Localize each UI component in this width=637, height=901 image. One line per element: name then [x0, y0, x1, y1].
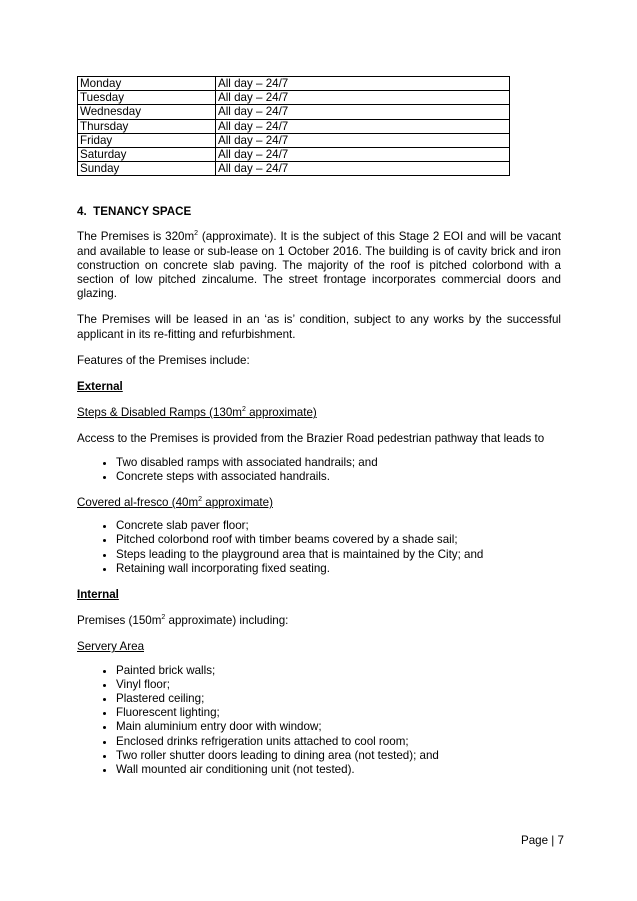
section-number: 4.	[77, 205, 87, 219]
hours-cell: All day – 24/7	[216, 91, 510, 105]
list-item: • Concrete steps with associated handrails.	[116, 470, 561, 484]
page-number: Page | 7	[521, 834, 564, 847]
list-item: • Wall mounted air conditioning unit (not tested).	[116, 763, 561, 777]
table-row	[78, 105, 510, 119]
text-run: (approximate). It is the subject of this Stage 2 EOI and will be vacant and available to lease or sub-lease on 1 October 2016. The building is of cavity brick and iron construction on concrete slab paving. The majority of the roof is pitched colorbond with a section of low pitched zincalume. The street frontage incorporates commercial doors and glazing.	[77, 230, 561, 301]
list-item: • Steps leading to the playground area that is maintained by the City; and	[116, 548, 561, 562]
day-cell: Friday	[78, 133, 216, 147]
day-cell: Wednesday	[78, 105, 216, 119]
section-title: TENANCY SPACE	[93, 205, 192, 219]
external-heading: External	[77, 379, 123, 393]
list-item: • Painted brick walls;	[116, 664, 561, 678]
list-item: • Fluorescent lighting;	[116, 706, 561, 720]
text-run: approximate)	[202, 495, 273, 509]
text-run: Steps & Disabled Ramps (130m	[77, 406, 242, 420]
hours-cell: All day – 24/7	[216, 147, 510, 161]
day-cell: Tuesday	[78, 91, 216, 105]
hours-cell: All day – 24/7	[216, 133, 510, 147]
section-heading	[77, 205, 561, 218]
table-row	[78, 133, 510, 147]
access-paragraph: Access to the Premises is provided from the Brazier Road pedestrian pathway that leads to	[77, 432, 545, 446]
internal-premises-paragraph	[77, 614, 561, 628]
list-item: • Pitched colorbond roof with timber beams covered by a shade sail;	[116, 533, 561, 547]
superscript: 2	[198, 496, 203, 504]
table-row	[78, 119, 510, 133]
text-run: Covered al-fresco (40m	[77, 495, 199, 509]
hours-cell: All day – 24/7	[216, 105, 510, 119]
hours-cell: All day – 24/7	[216, 162, 510, 176]
access-list	[77, 456, 561, 484]
features-intro: Features of the Premises include:	[77, 353, 250, 367]
table-row	[78, 91, 510, 105]
premises-description	[77, 230, 561, 301]
steps-ramps-heading	[77, 406, 561, 420]
day-cell: Saturday	[78, 147, 216, 161]
list-item: • Main aluminium entry door with window;	[116, 720, 561, 734]
hours-table	[77, 76, 510, 176]
day-cell: Thursday	[78, 119, 216, 133]
day-cell: Sunday	[78, 162, 216, 176]
internal-heading: Internal	[77, 587, 119, 601]
text-run: approximate)	[245, 406, 317, 420]
list-item: • Vinyl floor;	[116, 678, 561, 692]
lease-condition-paragraph: The Premises will be leased in an ‘as is’ condition, subject to any works by the successful applicant in its re-fitting and refurbishment.	[77, 313, 561, 341]
table-row	[78, 77, 510, 91]
servery-heading: Servery Area	[77, 640, 145, 654]
superscript: 2	[194, 230, 199, 238]
superscript: 2	[161, 614, 166, 622]
text-run: approximate) including:	[165, 614, 289, 628]
text-run: The Premises is 320m	[77, 230, 195, 244]
list-item: • Two disabled ramps with associated handrails; and	[116, 456, 561, 470]
list-item: • Concrete slab paver floor;	[116, 519, 561, 533]
hours-cell: All day – 24/7	[216, 119, 510, 133]
alfresco-heading	[77, 496, 561, 510]
table-row	[78, 162, 510, 176]
superscript: 2	[241, 406, 246, 414]
list-item: • Two roller shutter doors leading to dining area (not tested); and	[116, 749, 561, 763]
text-run: Premises (150m	[77, 614, 162, 628]
document-page	[77, 76, 561, 777]
list-item: • Enclosed drinks refrigeration units attached to cool room;	[116, 735, 561, 749]
hours-cell: All day – 24/7	[216, 77, 510, 91]
servery-list	[77, 664, 561, 778]
day-cell: Monday	[78, 77, 216, 91]
list-item: • Retaining wall incorporating fixed seating.	[116, 562, 561, 576]
table-row	[78, 147, 510, 161]
alfresco-list	[77, 519, 561, 576]
list-item: • Plastered ceiling;	[116, 692, 561, 706]
